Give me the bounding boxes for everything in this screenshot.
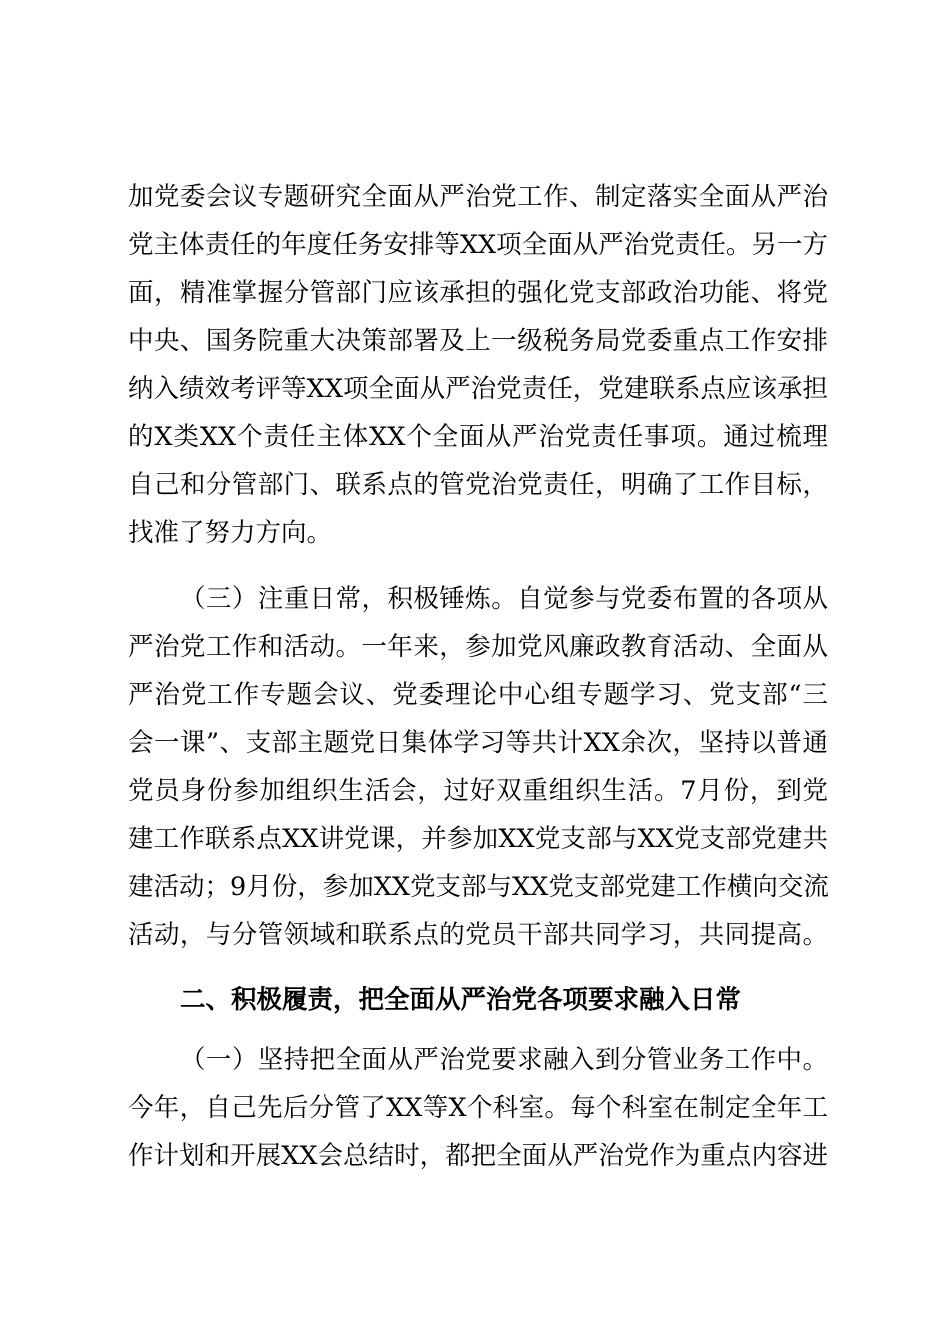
text-line: 严治党工作和活动。一年来，参加党风廉政教育活动、全面从 xyxy=(128,632,828,662)
text-line: 严治党工作专题会议、党委理论中心组专题学习、党支部“三 xyxy=(128,680,828,710)
section-heading: 二、积极履责，把全面从严治党各项要求融入日常 xyxy=(180,985,742,1015)
text-line: 党员身份参加组织生活会，过好双重组织生活。7月份，到党 xyxy=(128,776,828,806)
text-line: 的X类XX个责任主体XX个全面从严治党责任事项。通过梳理 xyxy=(128,422,828,452)
text-line: 面，精准掌握分管部门应该承担的强化党支部政治功能、将党 xyxy=(128,278,828,308)
text-line: 自己和分管部门、联系点的管党治党责任，明确了工作目标， xyxy=(128,470,828,500)
text-line: （一）坚持把全面从严治党要求融入到分管业务工作中。 xyxy=(180,1045,828,1075)
text-line: 会一课”、支部主题党日集体学习等共计XX余次，坚持以普通 xyxy=(128,728,828,758)
text-line: 中央、国务院重大决策部署及上一级税务局党委重点工作安排 xyxy=(128,326,828,356)
text-line: 纳入绩效考评等XX项全面从严治党责任，党建联系点应该承担 xyxy=(128,374,828,404)
text-line: 活动，与分管领域和联系点的党员干部共同学习，共同提高。 xyxy=(128,920,828,950)
text-line: 加党委会议专题研究全面从严治党工作、制定落实全面从严治 xyxy=(128,182,828,212)
text-line: 作计划和开展XX会总结时，都把全面从严治党作为重点内容进 xyxy=(128,1141,828,1171)
text-line: 建工作联系点XX讲党课，并参加XX党支部与XX党支部党建共 xyxy=(128,824,828,854)
text-line: 今年，自己先后分管了XX等X个科室。每个科室在制定全年工 xyxy=(128,1093,828,1123)
text-line: 建活动；9月份，参加XX党支部与XX党支部党建工作横向交流 xyxy=(128,872,829,902)
text-line: 党主体责任的年度任务安排等XX项全面从严治党责任。另一方 xyxy=(128,230,828,260)
text-line: 找准了努力方向。 xyxy=(128,518,333,548)
text-line: （三）注重日常，积极锤炼。自觉参与党委布置的各项从 xyxy=(180,584,828,614)
